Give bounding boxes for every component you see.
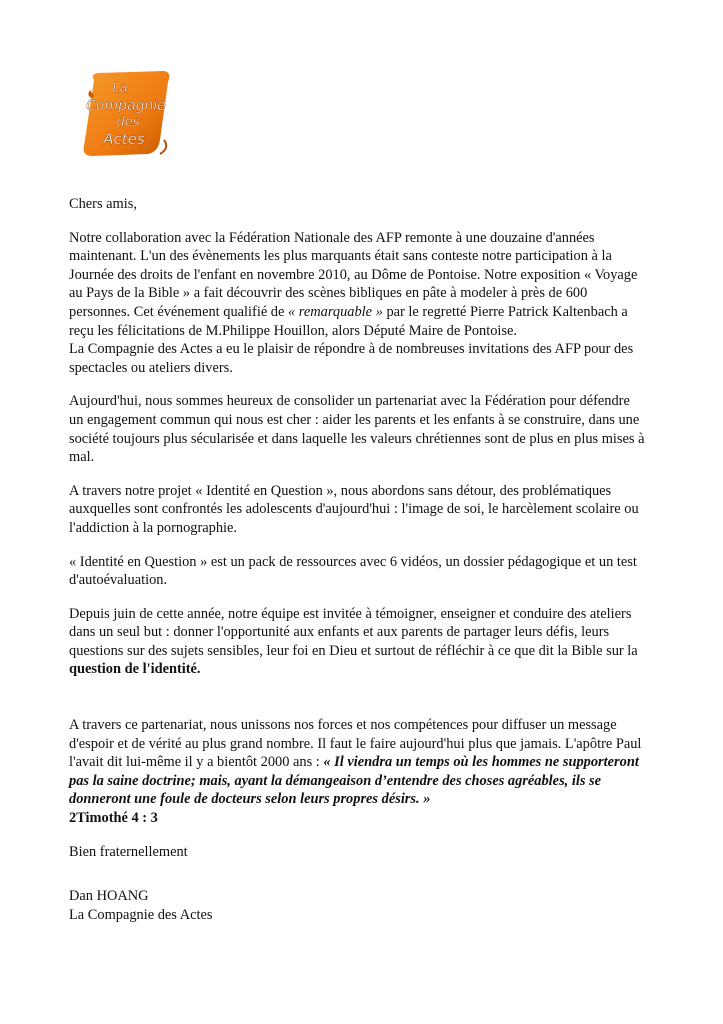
paragraph-pack [69,553,669,590]
text-line: A travers notre projet « Identité en Question », nous abordons sans détour, des problématiques [69,482,612,499]
text-line: au Pays de la Bible » a fait découvrir des scènes bibliques en pâte à modeler à près de 600 [69,285,588,302]
company-logo [80,70,172,158]
bible-quote: donneront une foule de docteurs selon leurs propres désirs. » [69,791,431,808]
text-line: d'espoir et de vérité au plus grand nombre. Il faut le faire aujourd'hui plus que jamais. L'apôtre Paul [69,735,642,752]
text-line: « Identité en Question » est un pack de ressources avec 6 vidéos, un dossier pédagogique et un test [69,553,637,570]
spacer [69,828,669,843]
text-line: l'avait dit lui-même il y a bientôt 2000 ans : [69,754,324,771]
text-line: Depuis juin de cette année, notre équipe est invitée à témoigner, enseigner et conduire des ateliers [69,605,632,622]
text-line: Notre collaboration avec la Fédération Nationale des AFP remonte à une douzaine d'années [69,229,595,246]
logo-text-actes: Actes [103,130,145,148]
text-line: un engagement commun qui nous est cher : aider les parents et les enfants à se construire, dans une [69,411,640,428]
logo-text-compagnie: Compagnie [86,98,166,114]
text-line: mal. [69,449,95,466]
paragraph-project [69,482,669,538]
identity-question-emphasis: question de l'identité. [69,661,201,678]
bible-reference: 2Timothé 4 : 3 [69,810,158,827]
signature [69,887,669,924]
text-line: La Compagnie des Actes a eu le plaisir de répondre à de nombreuses invitations des AFP pour des [69,341,634,358]
paragraph-team [69,605,669,679]
text-line: A travers ce partenariat, nous unissons nos forces et nos compétences pour diffuser un message [69,717,617,734]
text-line: maintenant. L'un des évènements les plus marquants était sans conteste notre participation à la [69,248,612,265]
text-line: d'autoévaluation. [69,572,168,589]
letter-body [69,195,669,924]
spacer [69,861,669,887]
text-line: Journée des droits de l'enfant en novembre 2010, au Dôme de Pontoise. Notre exposition « Voyage [69,266,638,283]
paragraph-collaboration [69,229,669,378]
paragraph-message [69,716,669,828]
quote-remarquable: « remarquable » [287,303,383,320]
text-line: dans un seul but : donner l'opportunité aux enfants et aux parents de partager leurs défis, leurs [69,624,610,641]
paragraph-partnership [69,392,669,466]
logo-text-la: La [112,81,128,96]
text-line: personnes. Cet événement qualifié de [69,303,288,320]
text-line: spectacles ou ateliers divers. [69,359,233,376]
text-line: l'addiction à la pornographie. [69,519,238,536]
spacer [69,701,669,716]
spacer [69,679,669,701]
text-line: questions sur des sujets sensibles, leur foi en Dieu et surtout de réfléchir à ce que dit la Bible sur la [69,642,638,659]
scroll-logo-icon [80,70,172,158]
text-line: Aujourd'hui, nous sommes heureux de consolider un partenariat avec la Fédération pour défendre [69,393,630,410]
closing: Bien fraternellement [69,843,188,860]
logo-text-des: des [116,115,140,130]
bible-quote: pas la saine doctrine; mais, ayant la démangeaison d’entendre des choses agréables, ils se [69,772,602,789]
text-line: reçu les félicitations de M.Philippe Houillon, alors Député Maire de Pontoise. [69,322,518,339]
text-line: auxquelles sont confrontés les adolescents d'aujourd'hui : l'image de soi, le harcèlement scolaire ou [69,501,639,518]
greeting: Chers amis, [69,196,137,212]
text-line: par le regretté Pierre Patrick Kaltenbach a [382,303,628,320]
signature-name: Dan HOANG [69,888,149,905]
text-line: société toujours plus sécularisée et dans laquelle les valeurs chrétiennes sont de plus en plus mises à [69,430,645,447]
bible-quote: « Il viendra un temps où les hommes ne supporteront [323,754,639,771]
signature-organization: La Compagnie des Actes [69,906,213,923]
